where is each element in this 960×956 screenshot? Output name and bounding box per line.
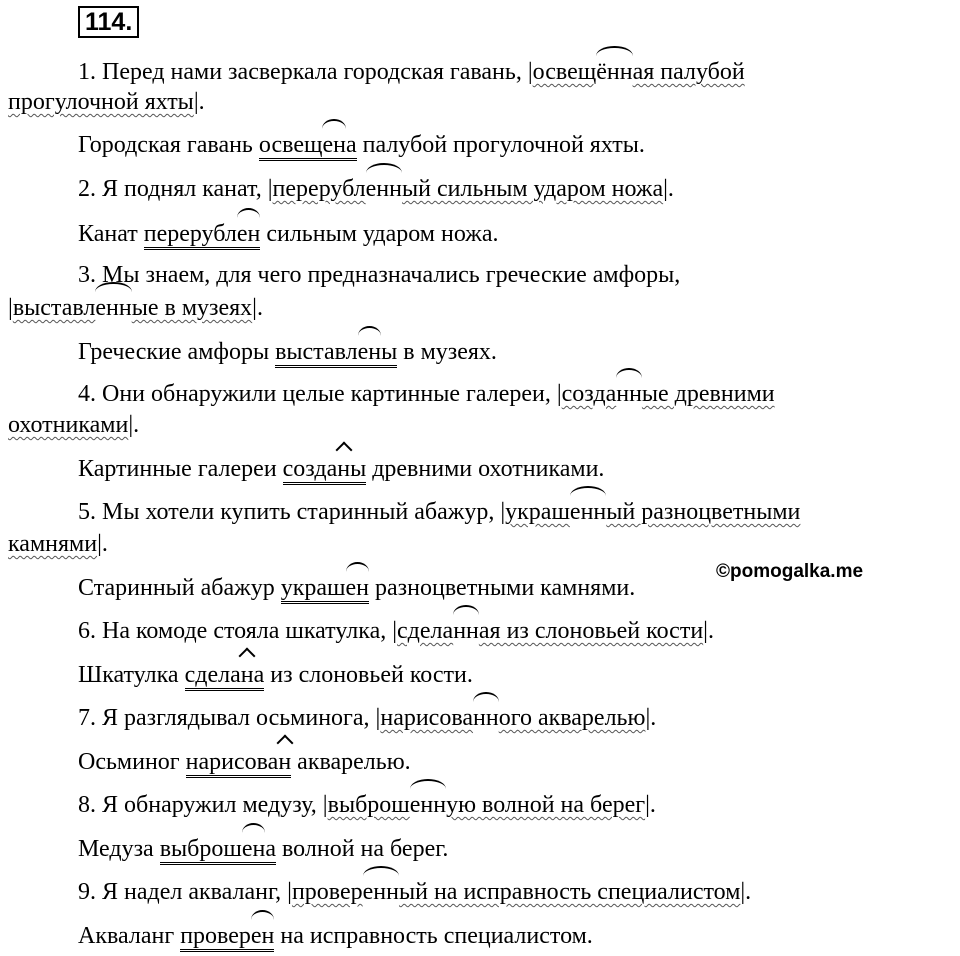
- answer-6: [78, 661, 473, 689]
- text: из слоновьей кости.: [264, 662, 473, 688]
- text: 5. Мы хотели купить старинный абажур, |: [78, 499, 506, 525]
- text: нарисова: [380, 705, 474, 731]
- participle-phrase: [505, 499, 800, 525]
- text: |: [8, 295, 13, 321]
- text: созда: [561, 381, 617, 407]
- participle-phrase: [292, 879, 740, 905]
- predicate: [186, 749, 292, 778]
- text: Медуза: [78, 836, 160, 862]
- text: провер: [180, 923, 251, 949]
- text: выброш: [327, 792, 410, 818]
- exercise-number: [78, 6, 139, 38]
- text: ы: [350, 456, 367, 482]
- answer-4: [78, 455, 604, 483]
- participle-phrase: [397, 618, 703, 644]
- text: Картинные галереи: [78, 456, 283, 482]
- text: Канат: [78, 221, 144, 247]
- answer-9: [78, 922, 593, 950]
- text: Старинный абажур: [78, 575, 281, 601]
- text: 7. Я разглядывал осьминога, |: [78, 705, 381, 731]
- text: освещ: [258, 132, 323, 158]
- text: 6. На комоде стояла шкатулка, |: [78, 618, 398, 644]
- text: |.: [128, 412, 140, 438]
- text: перерубл: [143, 221, 237, 247]
- sentence-2: [78, 175, 674, 203]
- sentence-5-line-1: [78, 498, 800, 526]
- text: сдела: [397, 618, 454, 644]
- text: ая из слоновьей кости: [478, 618, 704, 644]
- text: ые древними: [641, 381, 775, 407]
- sentence-6: [78, 617, 714, 645]
- text: провер: [291, 879, 363, 905]
- predicate: [185, 662, 265, 691]
- suffix-mark: ен: [357, 339, 382, 365]
- sentence-1-line-1: [78, 58, 745, 86]
- text: |.: [193, 89, 205, 115]
- text: палубой прогулочной яхты.: [356, 132, 645, 158]
- predicate: [283, 456, 367, 485]
- text: ы: [381, 339, 398, 365]
- participle-phrase: охотниками: [8, 412, 129, 438]
- participle-phrase: [533, 59, 745, 85]
- sentence-4-line-2: [8, 411, 139, 439]
- text: разноцветными камнями.: [369, 575, 636, 601]
- suffix-mark: енн: [362, 879, 399, 905]
- answer-8: [78, 835, 448, 863]
- sentence-1-line-2: [8, 88, 205, 116]
- sentence-3-line-2: [8, 294, 263, 322]
- sentence-9: [78, 878, 751, 906]
- text: 9. Я надел акваланг, |: [78, 879, 292, 905]
- sentence-5-line-2: [8, 530, 108, 558]
- participle-phrase: камнями: [8, 531, 98, 557]
- predicate: [281, 575, 369, 604]
- predicate: [275, 339, 397, 368]
- participle-phrase: [328, 792, 645, 818]
- text: |.: [645, 705, 657, 731]
- text: |.: [740, 879, 752, 905]
- suffix-mark: н: [278, 749, 292, 775]
- suffix-mark: ен: [241, 836, 266, 862]
- text: |.: [645, 792, 656, 818]
- text: 2. Я поднял канат, |: [78, 176, 273, 202]
- text: 8. Я обнаружил медузу, |: [78, 792, 328, 818]
- suffix-mark: енн: [409, 792, 447, 818]
- answer-7: [78, 748, 411, 776]
- text: сильным ударом ножа.: [260, 221, 499, 247]
- suffix-mark: ен: [250, 923, 275, 949]
- sentence-4-line-1: [78, 380, 775, 408]
- answer-3: [78, 338, 497, 366]
- text: ого акварелью: [498, 705, 646, 731]
- sentence-7: [78, 704, 656, 732]
- text: |.: [663, 176, 674, 202]
- participle-phrase: [273, 176, 664, 202]
- text: акварелью.: [291, 749, 411, 775]
- suffix-mark: нн: [473, 705, 499, 731]
- exercise-number-value: 114: [85, 8, 126, 36]
- text: а: [345, 132, 357, 158]
- text: нарисова: [185, 749, 279, 775]
- text: созда: [282, 456, 338, 482]
- text: |.: [97, 531, 108, 557]
- suffix-mark: енн: [569, 499, 607, 525]
- text: ую волной на берег: [446, 792, 646, 818]
- text: а: [265, 836, 277, 862]
- sentence-3-line-1: [78, 261, 680, 289]
- suffix-mark: ен: [322, 132, 346, 158]
- watermark: ©pomogalka.me: [716, 561, 864, 582]
- suffix-mark: н: [337, 456, 351, 482]
- participle-phrase: [380, 705, 645, 731]
- text: Греческие амфоры: [78, 339, 276, 365]
- text: древними охотниками.: [366, 456, 605, 482]
- text: |.: [252, 295, 263, 321]
- suffix-mark: енн: [95, 295, 132, 321]
- predicate: [160, 836, 276, 865]
- text: волной на берег.: [276, 836, 449, 862]
- text: а: [253, 662, 265, 688]
- answer-5: [78, 574, 635, 602]
- predicate: [180, 923, 274, 952]
- text: в музеях.: [397, 339, 497, 365]
- sentence-8: [78, 791, 656, 819]
- text: |.: [703, 618, 714, 644]
- text: ая палубой: [632, 59, 745, 85]
- text: освещ: [532, 59, 597, 85]
- suffix-mark: н: [240, 662, 254, 688]
- text: Городская гавань: [78, 132, 259, 158]
- suffix-mark: ен: [345, 575, 370, 601]
- participle-phrase: [13, 295, 252, 321]
- text: Шкатулка: [78, 662, 185, 688]
- text: 1. Перед нами засверкала городская гавань, |: [78, 59, 533, 85]
- text: ый сильным ударом ножа: [402, 176, 664, 202]
- text: ый разноцветными: [606, 499, 801, 525]
- suffix-mark: енн: [365, 176, 402, 202]
- text: ый на исправность специалистом: [398, 879, 741, 905]
- text: перерубл: [272, 176, 366, 202]
- suffix-mark: ен: [236, 221, 261, 247]
- predicate: [144, 221, 261, 250]
- text: Осьминог: [78, 749, 186, 775]
- suffix-mark: нн: [453, 618, 479, 644]
- text: украш: [280, 575, 346, 601]
- text: выброш: [159, 836, 242, 862]
- answer-1: [78, 131, 645, 159]
- text: 4. Они обнаружили целые картинные галереи, |: [78, 381, 562, 407]
- answer-2: [78, 220, 498, 248]
- participle-phrase: [562, 381, 775, 407]
- text: на исправность специалистом.: [274, 923, 593, 949]
- text: сдела: [184, 662, 241, 688]
- text: выставл: [12, 295, 96, 321]
- text: украш: [505, 499, 570, 525]
- text: 3. Мы знаем, для чего предназначались греческие амфоры,: [78, 262, 681, 288]
- suffix-mark: нн: [616, 381, 642, 407]
- participle-phrase: прогулочной яхты: [8, 89, 194, 115]
- predicate: [259, 132, 357, 161]
- text: выставл: [275, 339, 358, 365]
- text: ые в музеях: [131, 295, 253, 321]
- suffix-mark: ённ: [596, 59, 633, 85]
- text: Акваланг: [78, 923, 181, 949]
- exercise-number-dot: .: [125, 8, 133, 36]
